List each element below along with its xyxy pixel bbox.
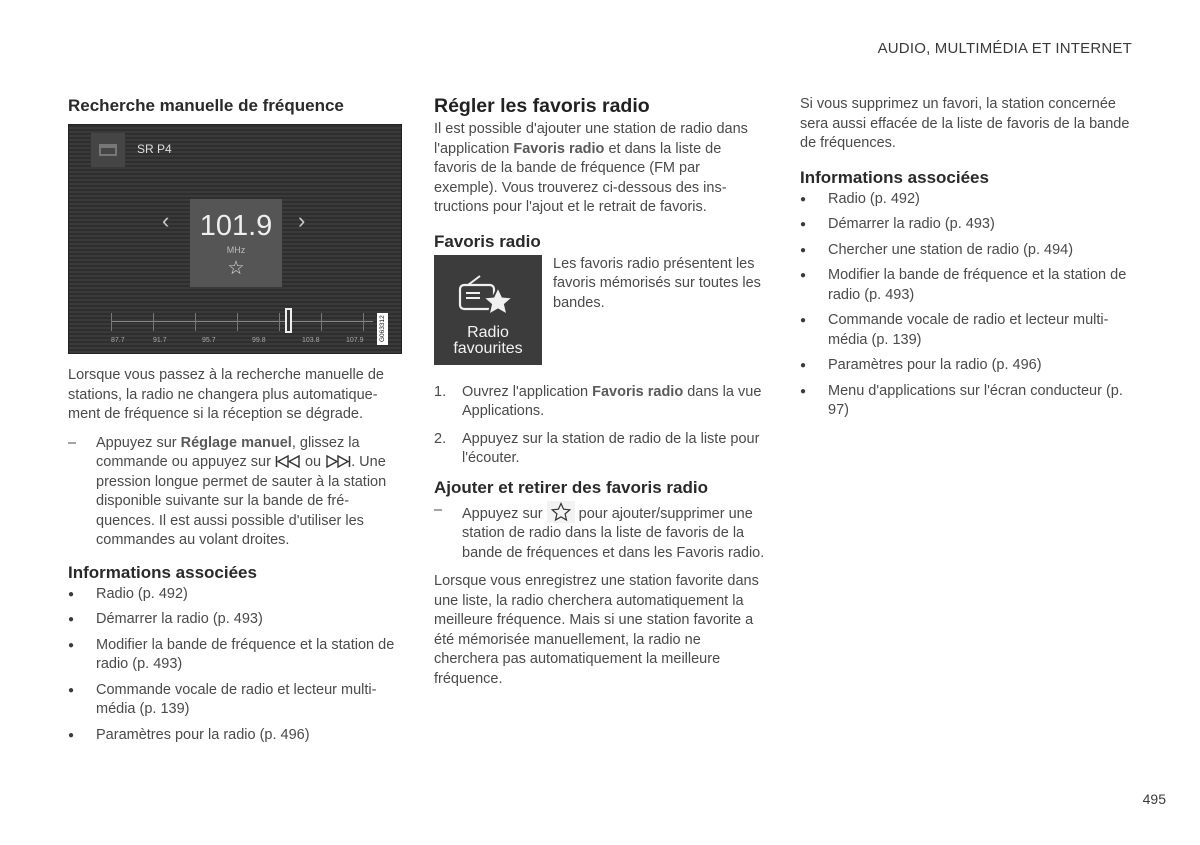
intro-paragraph: Lorsque vous passez à la recherche manuelle de stations, la radio ne changera plus automatiquement de fréquence si la réception se dégrade. xyxy=(68,367,384,422)
frequency-unit: MHz xyxy=(226,245,246,255)
column-radio-favourites xyxy=(434,94,766,689)
scale-label: 107.9 xyxy=(346,337,364,344)
related-link[interactable]: ● Modifier la bande de fréquence et la station de radio (p. 493) xyxy=(800,266,1132,305)
subsection-heading: Ajouter et retirer des favoris radio xyxy=(434,477,708,497)
station-name: SR P4 xyxy=(137,142,172,156)
step-item xyxy=(434,430,766,469)
radio-star-icon xyxy=(458,275,518,321)
step-text: Ouvrez l'application xyxy=(462,383,593,400)
scale-tick xyxy=(111,313,112,331)
favourites-description: Les favoris radio présentent les favoris mémorisés sur toutes les bandes. xyxy=(553,255,761,311)
related-link[interactable]: ● Chercher une station de radio (p. 494) xyxy=(800,241,1132,261)
scale-label: 103.8 xyxy=(302,337,320,344)
chevron-left-icon: ‹ xyxy=(162,208,170,233)
dash-marker: – xyxy=(434,501,443,518)
related-link[interactable]: ● Démarrer la radio (p. 493) xyxy=(800,215,1132,235)
star-icon: ☆ xyxy=(227,258,245,279)
section-heading: Recherche manuelle de fréquence xyxy=(68,96,344,115)
chevron-right-icon: › xyxy=(298,208,306,233)
scale-tick xyxy=(321,313,322,331)
scale-label: 99.8 xyxy=(252,337,266,344)
section-heading: Régler les favoris radio xyxy=(434,95,650,117)
step-text: Appuyez sur xyxy=(462,505,547,522)
related-link[interactable]: ● Modifier la bande de fréquence et la station de radio (p. 493) xyxy=(68,636,400,675)
outro-paragraph: Lorsque vous enregistrez une station favorite dans une liste, la radio cherchera automatiquement la meilleure fréquence. Mais si une station favorite a été mémorisée manuellement, la radio ne cherchera pas automatiquement la meilleure fréquence. xyxy=(434,573,759,687)
manual-tuning-step xyxy=(68,434,400,551)
radio-app-tile xyxy=(91,133,125,167)
column-continued xyxy=(800,94,1132,427)
step-bold: Favoris radio xyxy=(592,383,684,400)
step-text: Appuyez sur xyxy=(96,434,181,451)
scale-tick xyxy=(153,313,154,331)
skip-back-icon xyxy=(275,455,301,468)
scale-tick xyxy=(237,313,238,331)
favourites-steps xyxy=(434,383,766,469)
frequency-value: 101.9 xyxy=(199,210,273,242)
dash-marker: – xyxy=(68,434,77,451)
manual-tuning-label: Réglage manuel xyxy=(180,434,292,451)
related-link[interactable]: ● Paramètres pour la radio (p. 496) xyxy=(800,356,1132,376)
radio-icon xyxy=(99,144,117,156)
step-text: pour ajouter/supprimer une station de radio dans la liste de favoris de la bande de fréquences et dans les Favoris radio. xyxy=(462,505,765,561)
page-number: 495 xyxy=(1142,791,1166,807)
related-list xyxy=(800,190,1132,421)
frequency-scale xyxy=(111,321,373,322)
scale-label: 91.7 xyxy=(153,337,167,344)
frequency-display xyxy=(190,199,282,287)
frequency-slider-handle xyxy=(285,308,292,333)
radio-favourites-app-tile xyxy=(434,255,542,365)
related-heading: Informations associées xyxy=(800,167,989,187)
related-list xyxy=(68,585,400,746)
intro-text: et dans la liste de favoris de la bande de fréquence (FM par exemple). Vous trouverez ci-dessous des instructions pour l'ajout et le retrait de favoris. xyxy=(434,140,727,215)
intro-text: Il est possible d'ajouter une station de radio dans l'application xyxy=(434,121,748,157)
add-remove-step xyxy=(434,501,766,564)
scale-label: 87.7 xyxy=(111,337,125,344)
intro-paragraph: Si vous supprimez un favori, la station concernée sera aussi effacée de la liste de favoris de la bande de fréquences. xyxy=(800,96,1130,151)
app-tile-label: Radio favourites xyxy=(453,323,523,357)
step-text: dans la vue Applications. xyxy=(462,383,762,419)
related-link[interactable]: ● Paramètres pour la radio (p. 496) xyxy=(68,726,400,746)
related-link[interactable]: ● Commande vocale de radio et lecteur multimédia (p. 139) xyxy=(800,311,1132,350)
related-link[interactable]: ● Menu d'applications sur l'écran conducteur (p. 97) xyxy=(800,382,1132,421)
scale-tick xyxy=(363,313,364,331)
step-text: ou xyxy=(300,454,326,470)
step-number: 1. xyxy=(434,383,447,400)
step-text: . Une pression longue permet de sauter à la station disponible suivante sur la bande de fréquences. Il est aussi possible d'utiliser les commandes au volant droites. xyxy=(96,454,387,548)
radio-screen-illustration xyxy=(68,124,402,354)
running-header: AUDIO, MULTIMÉDIA ET INTERNET xyxy=(877,40,1132,57)
step-text: Appuyez sur la station de radio de la liste pour l'écouter. xyxy=(462,430,760,466)
related-heading: Informations associées xyxy=(68,562,257,582)
skip-forward-icon xyxy=(325,455,351,468)
related-link[interactable]: ● Radio (p. 492) xyxy=(68,585,400,605)
related-link[interactable]: ● Démarrer la radio (p. 493) xyxy=(68,610,400,630)
step-item xyxy=(434,383,766,422)
scale-tick xyxy=(195,313,196,331)
radio-favourites-label: Favoris radio xyxy=(513,140,605,157)
scale-label: 95.7 xyxy=(202,337,216,344)
intro-paragraph xyxy=(434,120,766,218)
column-manual-search xyxy=(68,94,400,751)
scale-tick xyxy=(279,313,280,331)
star-icon xyxy=(547,501,575,523)
favourites-app-row xyxy=(434,255,766,367)
related-link[interactable]: ● Radio (p. 492) xyxy=(800,190,1132,210)
step-number: 2. xyxy=(434,430,447,447)
image-code: G063312 xyxy=(377,313,388,345)
related-link[interactable]: ● Commande vocale de radio et lecteur multimédia (p. 139) xyxy=(68,681,400,720)
step-text: , glissez la commande ou appuyez sur xyxy=(96,434,360,470)
subsection-heading: Favoris radio xyxy=(434,231,541,251)
